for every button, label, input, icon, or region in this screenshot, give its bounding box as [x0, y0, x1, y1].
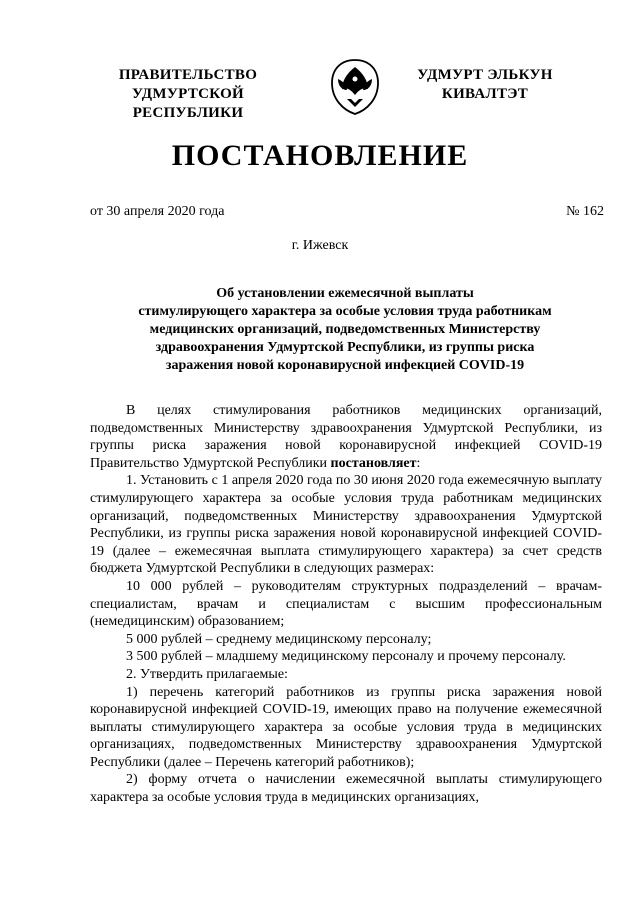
amount-line-2: 5 000 рублей – среднему медицинскому персоналу; [126, 631, 432, 647]
preamble-paragraph [90, 402, 602, 472]
amount-line-3: 3 500 рублей – младшему медицинскому персоналу и прочему персоналу. [126, 649, 566, 665]
government-name-udmurt-line1: УДМУРТ ЭЛЬКУН [417, 67, 553, 83]
title-line: здравоохранения Удмуртской Республики, из группы риска [155, 340, 535, 355]
document-type-heading: ПОСТАНОВЛЕНИЕ [171, 139, 469, 172]
amount-line-1: 10 000 рублей – руководителям структурных подразделений – врачам-специалистам, врачам и специалистам с высшим профессиональным (немедицинским) образованием; [90, 578, 602, 630]
paragraph-2: 2. Утвердить прилагаемые: [126, 666, 288, 682]
document-number: № 162 [566, 204, 604, 219]
paragraph-2-item-2: 2) форму отчета о начислении ежемесячной выплаты стимулирующего характера за особые условия труда в медицинских организациях, [90, 772, 602, 806]
title-line: Об установлении ежемесячной выплаты [216, 286, 474, 301]
government-name-line2: УДМУРТСКОЙ РЕСПУБЛИКИ [132, 86, 244, 121]
government-name-udmurt [400, 66, 570, 104]
title-line: стимулирующего характера за особые условия труда работникам [138, 304, 552, 319]
government-name-russian [78, 66, 298, 123]
government-name-line1: ПРАВИТЕЛЬСТВО [118, 67, 258, 83]
document-body [90, 402, 602, 807]
title-line: медицинских организаций, подведомственных Министерству [149, 322, 541, 337]
government-name-udmurt-line2: КИВАЛТЭТ [441, 86, 529, 102]
udmurt-coat-of-arms-icon [325, 57, 385, 117]
paragraph-2-item-1: 1) перечень категорий работников из группы риска заражения новой коронавирусной инфекцией COVID-19, имеющих право на получение ежемесячной выплаты стимулирующего характера за особые условия труда в медицинских организациях, подведомственных Министерству здравоохранения Удмуртской Республики (далее – Перечень категорий работников); [90, 684, 602, 770]
document-city: г. Ижевск [291, 238, 349, 253]
preamble-text: В целях стимулирования работников медицинских организаций, подведомственных Министерству здравоохранения Удмуртской Республики, из группы риска заражения новой коронавирусной инфекцией COVID-19 Правительство Удмуртской Республики [90, 403, 602, 471]
document-date: от 30 апреля 2020 года [90, 204, 225, 219]
document-title [90, 285, 600, 375]
preamble-decree-word: постановляет [330, 455, 417, 471]
title-line: заражения новой коронавирусной инфекцией COVID-19 [165, 358, 525, 373]
preamble-end: : [416, 455, 421, 471]
paragraph-1: 1. Установить с 1 апреля 2020 года по 30 июня 2020 года ежемесячную выплату стимулирующего характера за особые условия труда работникам медицинских организаций, подведомственных Министерству здравоохранения Удмуртской Республики, из группы риска заражения новой коронавирусной инфекцией COVID-19 (далее – ежемесячная выплата стимулирующего характера) за счет средств бюджета Удмуртской Республики в следующих размерах: [90, 473, 602, 577]
